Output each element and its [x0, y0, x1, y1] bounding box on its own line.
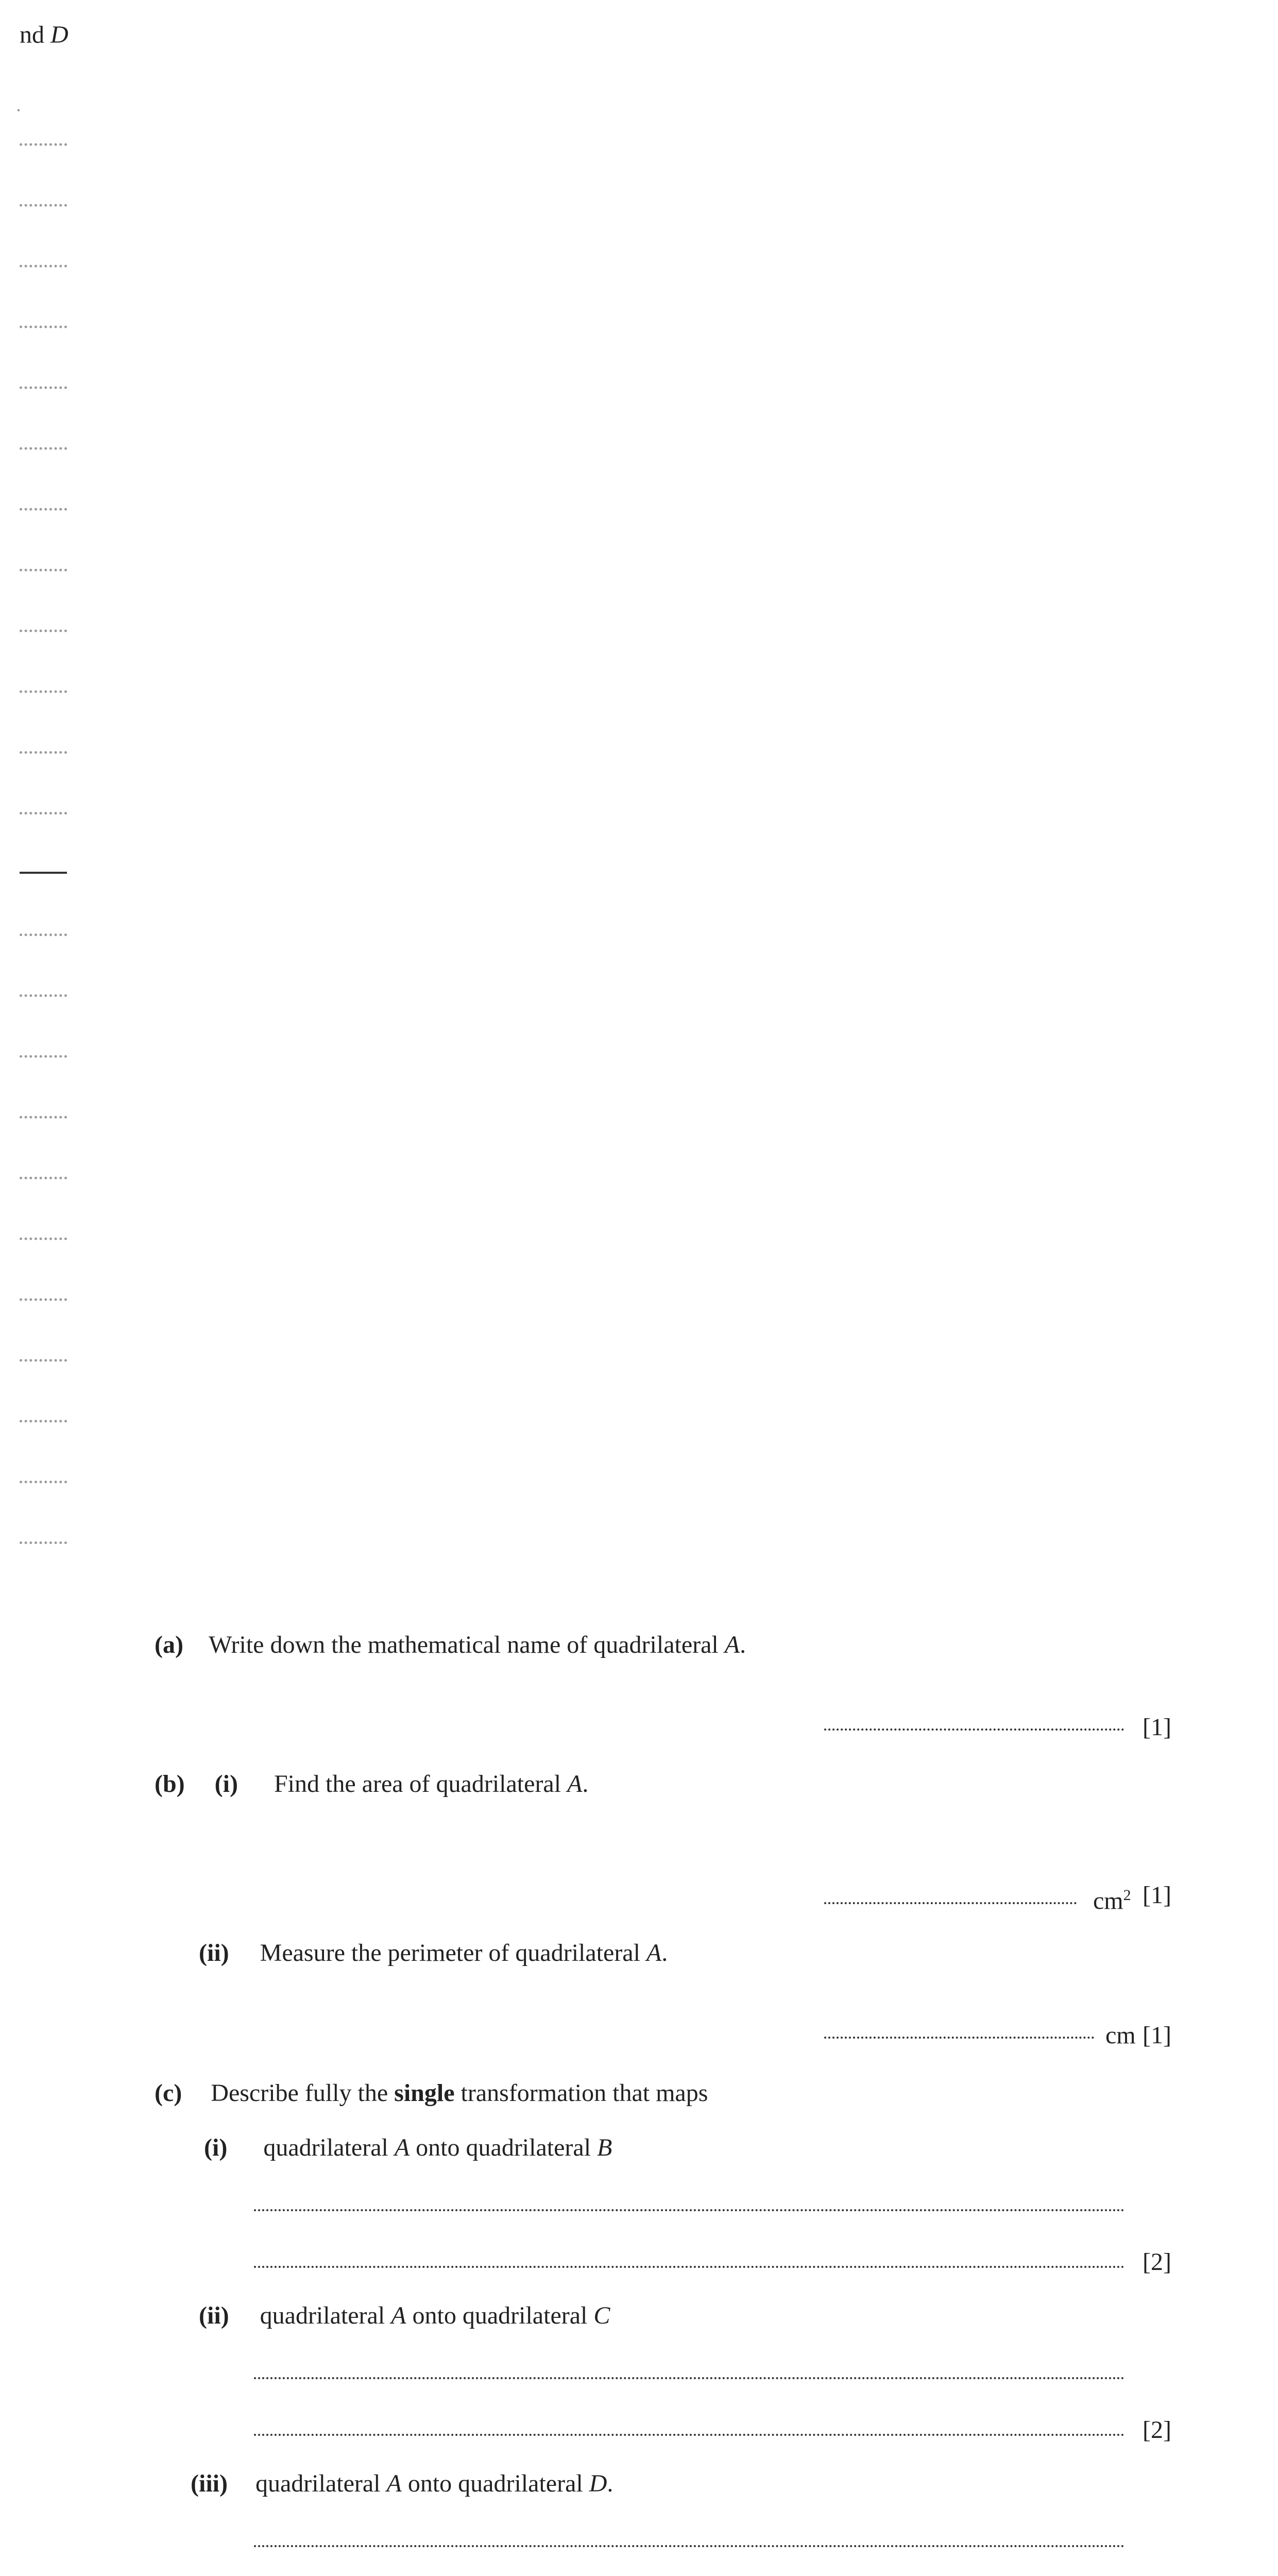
question-c-iii-var1: A	[386, 2470, 402, 2497]
question-c-iii-var2: D	[589, 2470, 607, 2497]
question-c-iii-text-after: .	[607, 2470, 614, 2497]
grid-tick	[20, 204, 67, 207]
stray-mark	[18, 109, 20, 111]
question-c-label: (c)	[155, 2079, 182, 2107]
answer-line-c-ii-1[interactable]	[254, 2377, 1124, 2379]
question-b-ii-var: A	[646, 1939, 662, 1967]
question-c-i-text-before: quadrilateral	[263, 2134, 395, 2161]
unit-b-i-sup: 2	[1123, 1887, 1131, 1904]
fragment-variable: D	[50, 21, 69, 48]
grid-tick	[20, 994, 67, 997]
grid-tick	[20, 265, 67, 267]
answer-line-c-i-2[interactable]	[254, 2266, 1124, 2268]
grid-axis-tick	[20, 872, 67, 874]
grid-tick	[20, 812, 67, 815]
grid-tick	[20, 447, 67, 450]
question-b-i-var: A	[567, 1770, 583, 1798]
question-b-i-text-before: Find the area of quadrilateral	[274, 1770, 568, 1798]
grid-tick	[20, 1359, 67, 1362]
question-c-i-label: (i)	[204, 2134, 228, 2161]
question-c-iii	[191, 2469, 613, 2499]
question-b-i	[155, 1769, 588, 1799]
question-c	[155, 2078, 708, 2108]
fragment-prefix: nd	[20, 21, 44, 48]
question-c-ii-label: (ii)	[199, 2302, 229, 2329]
question-c-ii-var2: C	[593, 2302, 610, 2329]
grid-tick	[20, 934, 67, 936]
mark-b-i: [1]	[1143, 1882, 1171, 1909]
question-b-ii	[199, 1938, 668, 1968]
grid-tick	[20, 751, 67, 754]
grid-tick	[20, 1541, 67, 1544]
question-c-bold: single	[394, 2079, 455, 2107]
answer-line-b-ii[interactable]	[824, 2021, 1136, 2050]
question-b-i-text-after: .	[582, 1770, 589, 1798]
grid-tick	[20, 1055, 67, 1058]
grid-tick	[20, 1116, 67, 1118]
unit-b-i: cm	[1093, 1887, 1123, 1914]
mark-a: [1]	[1143, 1714, 1171, 1741]
question-a	[155, 1630, 746, 1660]
question-a-label: (a)	[155, 1631, 183, 1658]
question-c-iii-text-before: quadrilateral	[255, 2470, 387, 2497]
question-c-ii-text-mid: onto quadrilateral	[406, 2302, 594, 2329]
question-c-i-text-mid: onto quadrilateral	[410, 2134, 598, 2161]
question-b-label: (b)	[155, 1770, 185, 1798]
grid-tick	[20, 1298, 67, 1301]
grid-tick	[20, 630, 67, 632]
question-b-i-label: (i)	[214, 1770, 238, 1798]
grid-tick	[20, 690, 67, 693]
question-c-iii-text-mid: onto quadrilateral	[401, 2470, 589, 2497]
cropped-text-fragment	[20, 21, 69, 49]
mark-b-ii: [1]	[1143, 2022, 1171, 2049]
answer-line-b-i[interactable]	[824, 1880, 1131, 1916]
grid-tick	[20, 569, 67, 571]
question-b-ii-text-before: Measure the perimeter of quadrilateral	[260, 1939, 646, 1967]
grid-tick	[20, 1177, 67, 1179]
grid-tick	[20, 1238, 67, 1240]
answer-line-a[interactable]	[824, 1713, 1124, 1742]
grid-tick	[20, 143, 67, 146]
answer-line-c-iii-1[interactable]	[254, 2545, 1124, 2547]
answer-line-c-i-1[interactable]	[254, 2209, 1124, 2211]
question-c-ii-text-before: quadrilateral	[260, 2302, 391, 2329]
grid-tick	[20, 386, 67, 389]
grid-tick	[20, 326, 67, 328]
question-c-i	[204, 2133, 612, 2163]
mark-c-ii: [2]	[1143, 2416, 1171, 2444]
question-a-text-after: .	[740, 1631, 746, 1658]
question-c-text-after: transformation that maps	[454, 2079, 708, 2107]
answer-line-c-ii-2[interactable]	[254, 2434, 1124, 2436]
unit-b-ii: cm	[1105, 2022, 1136, 2049]
question-c-ii-var1: A	[391, 2302, 406, 2329]
question-c-iii-label: (iii)	[191, 2470, 228, 2497]
mark-c-i: [2]	[1143, 2248, 1171, 2276]
question-b-ii-label: (ii)	[199, 1939, 229, 1967]
question-b-ii-text-after: .	[661, 1939, 668, 1967]
grid-tick	[20, 1420, 67, 1422]
question-a-text-before: Write down the mathematical name of quadrilateral	[209, 1631, 725, 1658]
question-c-ii	[199, 2301, 610, 2331]
grid-tick	[20, 508, 67, 511]
question-c-text-before: Describe fully the	[211, 2079, 395, 2107]
question-a-var: A	[724, 1631, 740, 1658]
question-c-i-var2: B	[597, 2134, 612, 2161]
question-c-i-var1: A	[394, 2134, 410, 2161]
grid-tick	[20, 1481, 67, 1483]
